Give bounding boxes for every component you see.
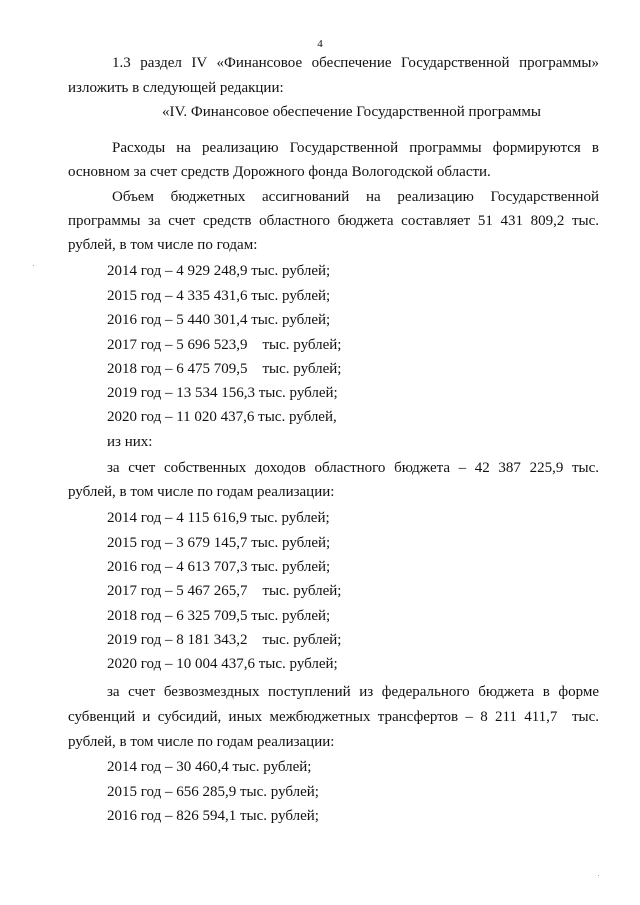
intro-line-2: изложить в следующей редакции: — [68, 80, 284, 96]
federal-line-1: за счет безвозмездных поступлений из федерального бюджета в форме — [107, 684, 599, 700]
year-own-2016: 2016 год – 4 613 707,3 тыс. рублей; — [107, 559, 331, 575]
year-own-2015: 2015 год – 3 679 145,7 тыс. рублей; — [107, 535, 331, 551]
para2-line-2: программы за счет средств областного бюджета составляет 51 431 809,2 тыс. — [68, 213, 599, 229]
year-federal-2014: 2014 год – 30 460,4 тыс. рублей; — [107, 759, 312, 775]
section-title: «IV. Финансовое обеспечение Государственной программы — [162, 104, 541, 120]
year-own-2017: 2017 год – 5 467 265,7 тыс. рублей; — [107, 583, 342, 599]
year-total-2020: 2020 год – 11 020 437,6 тыс. рублей, — [107, 409, 337, 425]
year-own-2014: 2014 год – 4 115 616,9 тыс. рублей; — [107, 510, 330, 526]
scan-mark — [598, 875, 599, 876]
page-number: 4 — [317, 38, 323, 50]
year-total-2014: 2014 год – 4 929 248,9 тыс. рублей; — [107, 263, 331, 279]
year-federal-2016: 2016 год – 826 594,1 тыс. рублей; — [107, 808, 319, 824]
year-own-2020: 2020 год – 10 004 437,6 тыс. рублей; — [107, 656, 338, 672]
intro-line-1: 1.3 раздел IV «Финансовое обеспечение Государственной программы» — [112, 55, 599, 71]
federal-line-3: рублей, в том числе по годам реализации: — [68, 734, 335, 750]
para2-line-1: Объем бюджетных ассигнований на реализацию Государственной — [112, 189, 599, 205]
of-which: из них: — [107, 434, 153, 450]
own-income-line-1: за счет собственных доходов областного бюджета – 42 387 225,9 тыс. — [107, 460, 599, 476]
own-income-line-2: рублей, в том числе по годам реализации: — [68, 484, 335, 500]
year-own-2019: 2019 год – 8 181 343,2 тыс. рублей; — [107, 632, 342, 648]
para1-line-1: Расходы на реализацию Государственной программы формируются в — [112, 140, 599, 156]
year-federal-2015: 2015 год – 656 285,9 тыс. рублей; — [107, 784, 319, 800]
year-own-2018: 2018 год – 6 325 709,5 тыс. рублей; — [107, 608, 331, 624]
scan-mark — [33, 265, 34, 266]
para2-line-3: рублей, в том числе по годам: — [68, 237, 258, 253]
para1-line-2: основном за счет средств Дорожного фонда Вологодской области. — [68, 164, 491, 180]
federal-line-2: субвенций и субсидий, иных межбюджетных трансфертов – 8 211 411,7 тыс. — [68, 709, 599, 725]
year-total-2018: 2018 год – 6 475 709,5 тыс. рублей; — [107, 361, 342, 377]
year-total-2016: 2016 год – 5 440 301,4 тыс. рублей; — [107, 312, 331, 328]
year-total-2017: 2017 год – 5 696 523,9 тыс. рублей; — [107, 337, 342, 353]
year-total-2019: 2019 год – 13 534 156,3 тыс. рублей; — [107, 385, 338, 401]
year-total-2015: 2015 год – 4 335 431,6 тыс. рублей; — [107, 288, 331, 304]
